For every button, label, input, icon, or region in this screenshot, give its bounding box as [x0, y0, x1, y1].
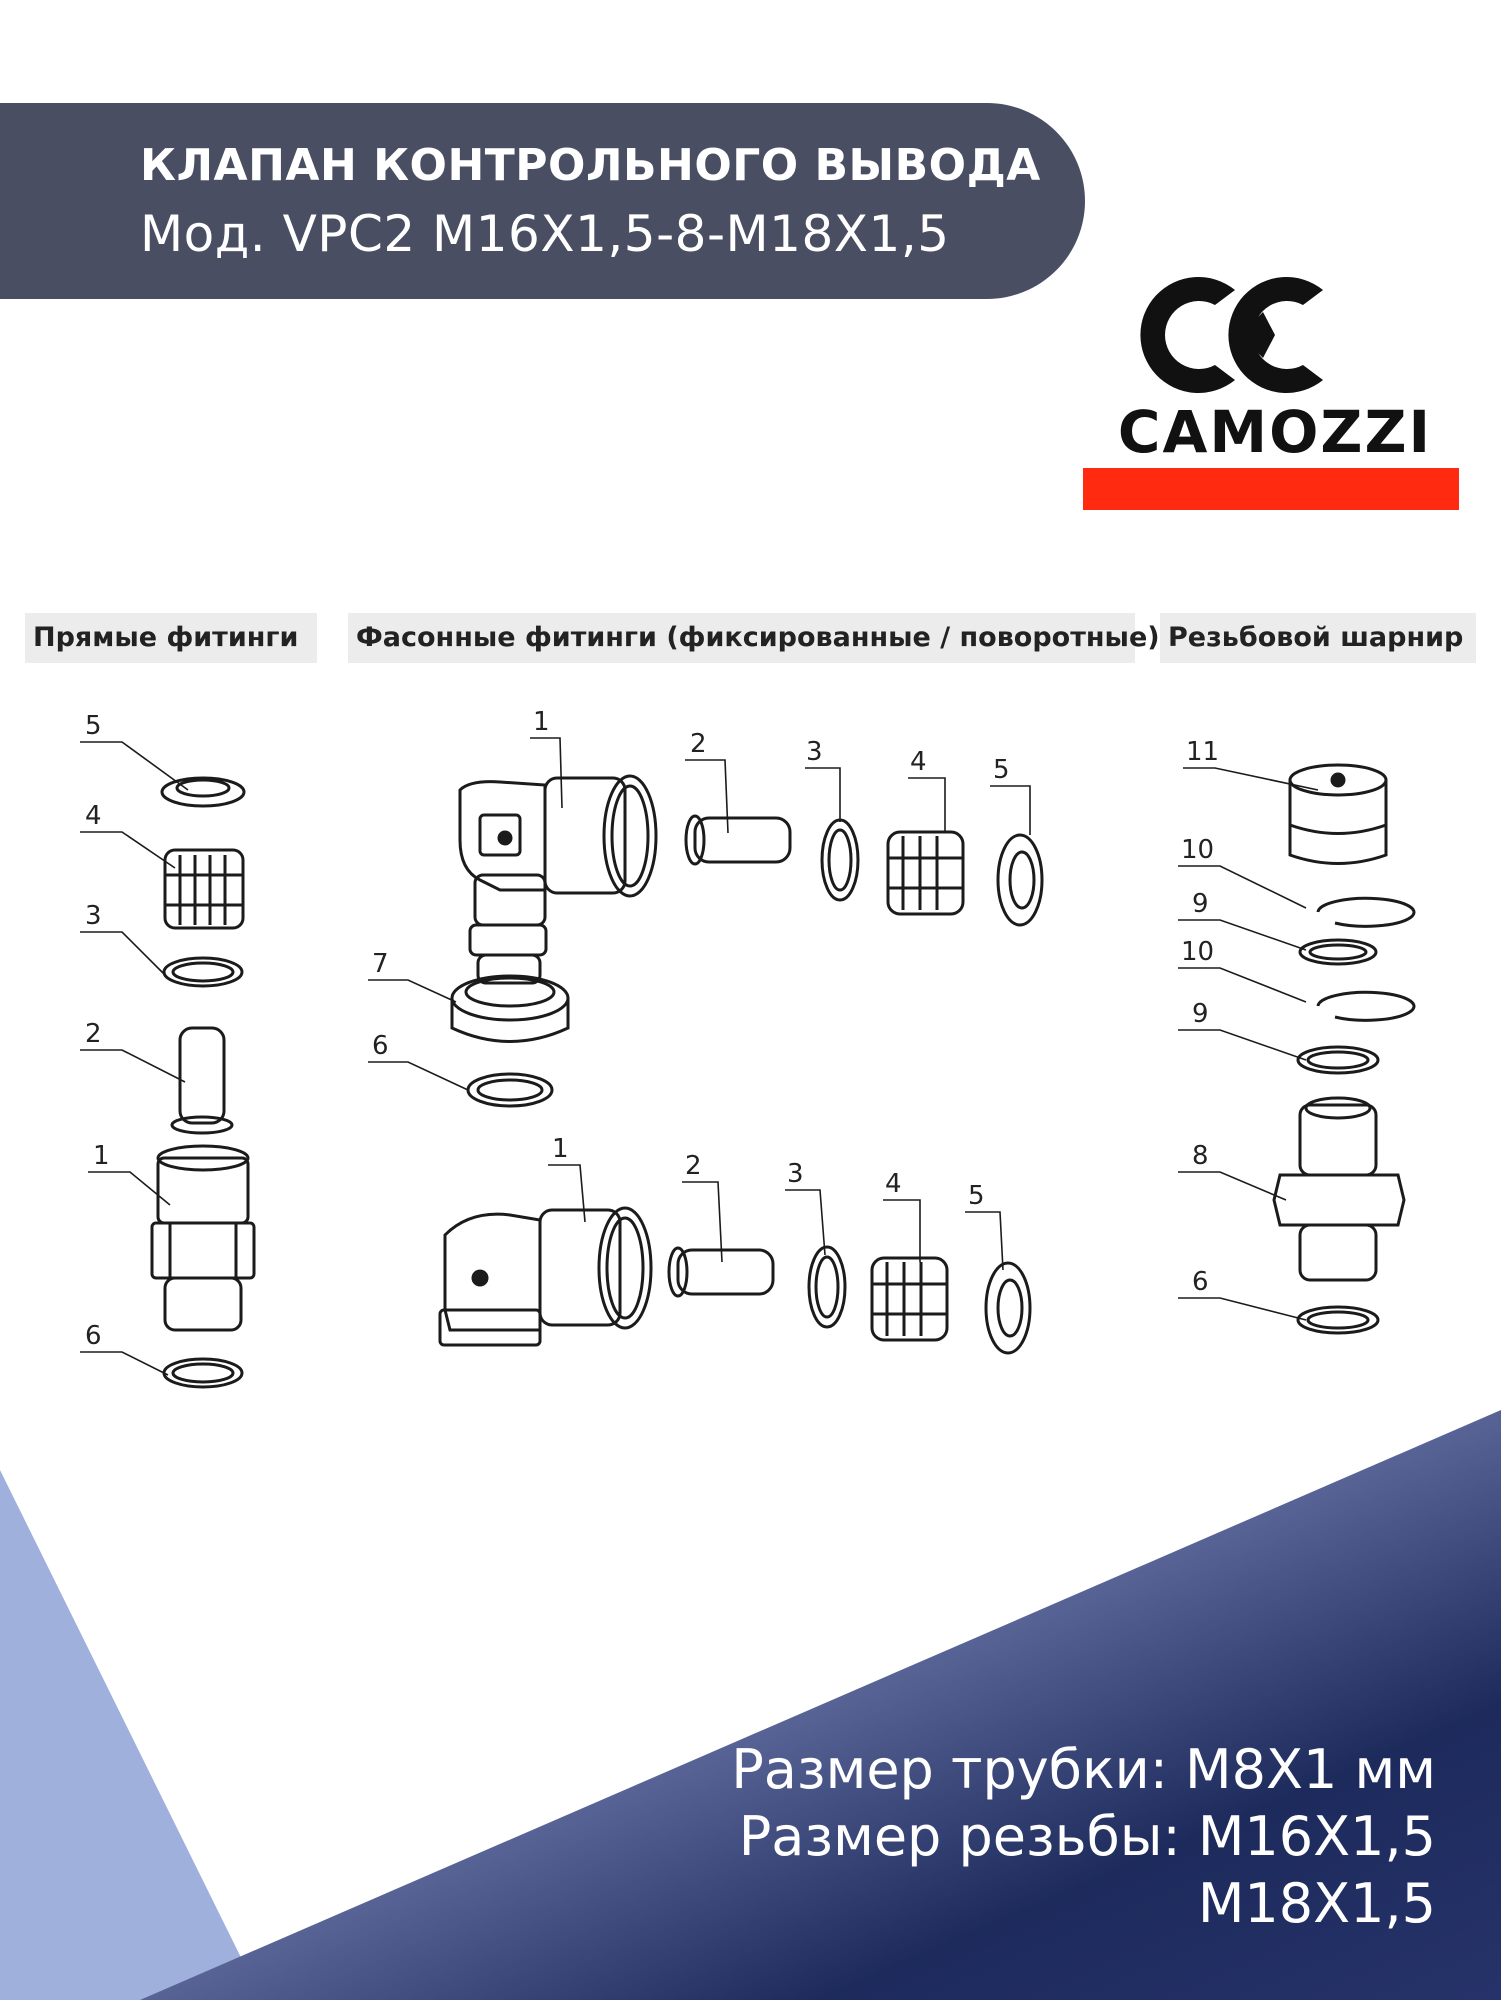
callout-shaped-top-7: 7	[372, 949, 389, 979]
callout-threaded-6: 6	[1192, 1267, 1209, 1297]
model-subtitle: Мод. VPC2 M16X1,5-8-M18X1,5	[140, 205, 950, 263]
callout-shaped-top-5: 5	[993, 755, 1010, 785]
thread-size-alt-spec: M18X1,5	[1197, 1872, 1436, 1935]
straight-fittings-drawing	[152, 778, 254, 1387]
callout-shaped-bottom-4: 4	[885, 1169, 902, 1199]
callout-straight-1: 1	[93, 1141, 110, 1171]
callout-shaped-bottom-1: 1	[552, 1134, 569, 1164]
logo-wordmark: CAMOZZI	[1117, 398, 1433, 466]
section-threaded-joint: Резьбовой шарнир	[1160, 613, 1476, 663]
callout-threaded-10a: 10	[1181, 835, 1215, 865]
callout-shaped-top-3: 3	[806, 737, 823, 767]
callout-shaped-top-6: 6	[372, 1031, 389, 1061]
section-shaped-fittings: Фасонные фитинги (фиксированные / поворотные)	[348, 613, 1135, 663]
shaped-fittings-top-drawing	[452, 776, 1042, 1106]
callout-straight-3: 3	[85, 901, 102, 931]
callout-shaped-top-1: 1	[533, 707, 550, 737]
callout-straight-2: 2	[85, 1019, 102, 1049]
callout-shaped-top-4: 4	[910, 747, 927, 777]
callout-threaded-8: 8	[1192, 1141, 1209, 1171]
callout-shaped-top-2: 2	[690, 729, 707, 759]
callout-threaded-9b: 9	[1192, 999, 1209, 1029]
callout-threaded-11: 11	[1186, 737, 1220, 767]
callout-leaders	[80, 738, 1318, 1375]
page-title: КЛАПАН КОНТРОЛЬНОГО ВЫВОДА	[140, 140, 1041, 191]
tube-size-spec: Размер трубки: M8X1 мм	[731, 1738, 1436, 1801]
callout-shaped-bottom-3: 3	[787, 1159, 804, 1189]
callout-shaped-bottom-2: 2	[685, 1151, 702, 1181]
callout-threaded-9a: 9	[1192, 889, 1209, 919]
callout-threaded-10b: 10	[1181, 937, 1215, 967]
threaded-joint-drawing	[1274, 765, 1414, 1333]
shaped-fittings-bottom-drawing	[440, 1208, 1030, 1353]
callout-shaped-bottom-5: 5	[968, 1181, 985, 1211]
section-straight-fittings: Прямые фитинги	[25, 613, 317, 663]
callout-straight-5: 5	[85, 711, 102, 741]
callout-straight-4: 4	[85, 801, 102, 831]
callout-straight-6: 6	[85, 1321, 102, 1351]
thread-size-spec: Размер резьбы: M16X1,5	[738, 1805, 1436, 1868]
